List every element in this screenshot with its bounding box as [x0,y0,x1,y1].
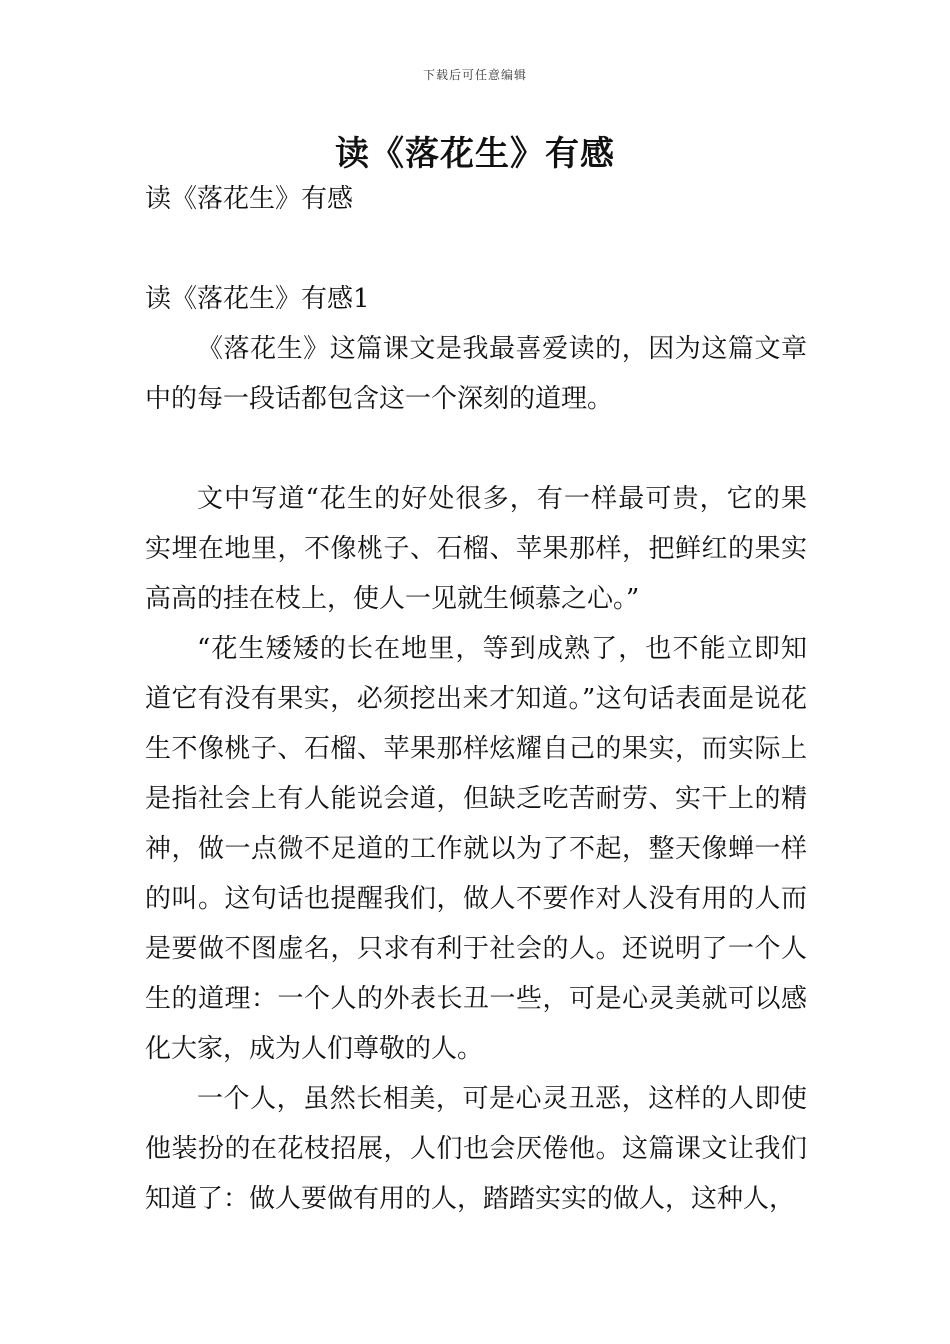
section-heading: 读《落花生》有感1 [145,284,370,314]
paragraph-4: 一个人，虽然长相美，可是心灵丑恶，这样的人即使他装扮的在花枝招展，人们也会厌倦他。这篇课文让我们知道了：做人要做有用的人，踏踏实实的做人，这种人， [145,1084,807,1214]
paragraph-2: 文中写道“花生的好处很多，有一样最可贵，它的果实埋在地里，不像桃子、石榴、苹果那样，把鲜红的果实高高的挂在枝上，使人一见就生倾慕之心。” [145,484,807,614]
document-body-main [145,474,807,1224]
document-body [145,174,807,224]
paragraph-1: 《落花生》这篇课文是我最喜爱读的，因为这篇文章中的每一段话都包含这一个深刻的道理。 [145,334,807,414]
subtitle-line: 读《落花生》有感 [145,184,354,214]
page-title: 读《落花生》有感 [335,134,615,174]
document-body-section [145,274,807,424]
paragraph-3: “花生矮矮的长在地里，等到成熟了，也不能立即知道它有没有果实，必须挖出来才知道。”这句话表面是说花生不像桃子、石榴、苹果那样炫耀自己的果实，而实际上是指社会上有人能说会道，但缺乏吃苦耐劳、实干上的精神，做一点微不足道的工作就以为了不起，整天像蝉一样的叫。这句话也提醒我们，做人不要作对人没有用的人而是要做不图虚名，只求有利于社会的人。还说明了一个人生的道理：一个人的外表长丑一些，可是心灵美就可以感化大家，成为人们尊敬的人。 [145,634,807,1064]
header-note: 下载后可任意编辑 [422,68,527,82]
